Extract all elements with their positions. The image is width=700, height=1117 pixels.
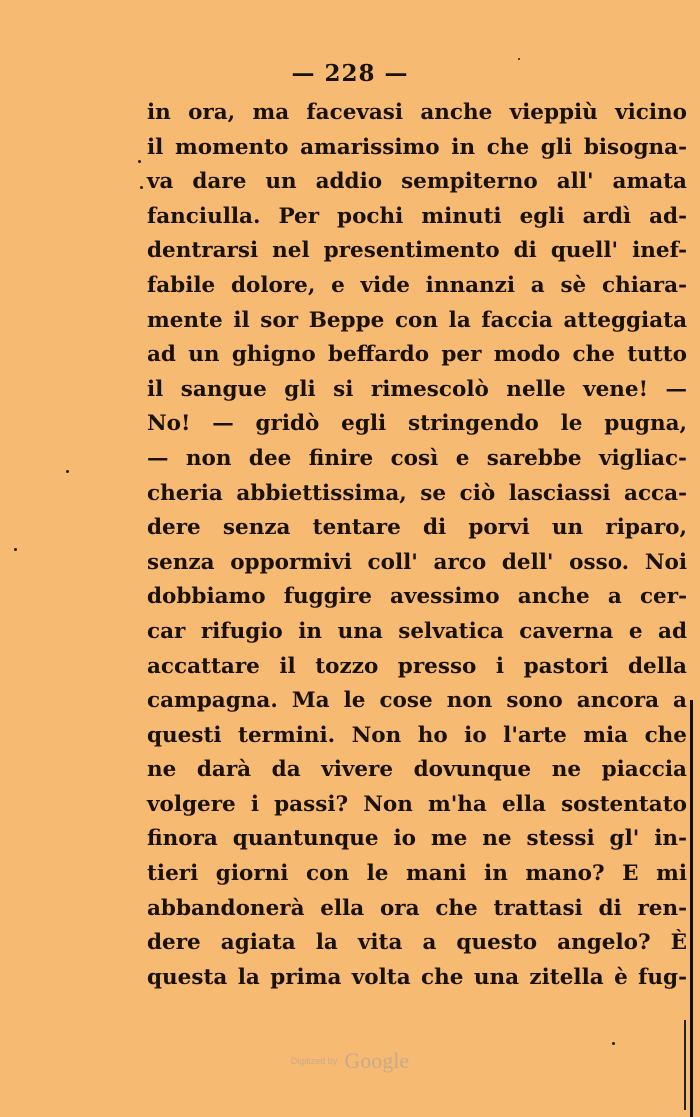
scan-speck (14, 548, 17, 551)
scan-speck (518, 58, 520, 60)
text-line: questi termini. Non ho io l'arte mia che (147, 722, 687, 748)
page-number: — 228 — (291, 60, 409, 87)
text-line: dentrarsi nel presentimento di quell' inef- (147, 238, 687, 264)
text-line: il momento amarissimo in che gli bisogna- (147, 134, 687, 160)
text-line: accattare il tozzo presso i pastori della (147, 653, 687, 679)
text-line: tieri giorni con le mani in mano? E mi (147, 861, 687, 887)
text-line: ne darà da vivere dovunque ne piaccia (147, 757, 687, 783)
scan-speck (138, 160, 141, 163)
google-watermark (0, 1048, 700, 1074)
text-line: abbandonerà ella ora che trattasi di ren- (147, 895, 687, 921)
watermark-prefix: Digitized by (290, 1056, 338, 1066)
text-line: dere agiata la vita a questo angelo? È (147, 930, 687, 956)
scan-speck (612, 1042, 615, 1045)
text-line: campagna. Ma le cose non sono ancora a (147, 688, 687, 714)
scan-speck (66, 470, 69, 473)
text-line: questa la prima volta che una zitella è fug- (147, 964, 687, 990)
text-line: car rifugio in una selvatica caverna e ad (147, 618, 687, 644)
text-line: — non dee finire così e sarebbe vigliac- (147, 445, 687, 471)
text-line: dere senza tentare di porvi un riparo, (147, 515, 687, 541)
text-line: il sangue gli si rimescolò nelle vene! — (147, 376, 687, 402)
text-line: senza oppormivi coll' arco dell' osso. Noi (147, 549, 687, 575)
text-line: fabile dolore, e vide innanzi a sè chiara- (147, 272, 687, 298)
body-text (147, 96, 687, 995)
text-line: cheria abbiettissima, se ciò lasciassi acca- (147, 480, 687, 506)
text-line: ad un ghigno beffardo per modo che tutto (147, 342, 687, 368)
text-line: fanciulla. Per pochi minuti egli ardì ad- (147, 203, 687, 229)
watermark-brand: Google (344, 1048, 410, 1073)
text-line: dobbiamo fuggire avessimo anche a cer- (147, 584, 687, 610)
text-line: volgere i passi? Non m'ha ella sostentato (147, 791, 687, 817)
text-line: va dare un addio sempiterno all' amata (147, 169, 687, 195)
text-line: No! — gridò egli stringendo le pugna, (147, 411, 687, 437)
text-line: mente il sor Beppe con la faccia atteggiata (147, 307, 687, 333)
text-line: finora quantunque io me ne stessi gl' in- (147, 826, 687, 852)
text-line: in ora, ma facevasi anche vieppiù vicino (147, 100, 687, 125)
scan-speck (140, 186, 143, 189)
